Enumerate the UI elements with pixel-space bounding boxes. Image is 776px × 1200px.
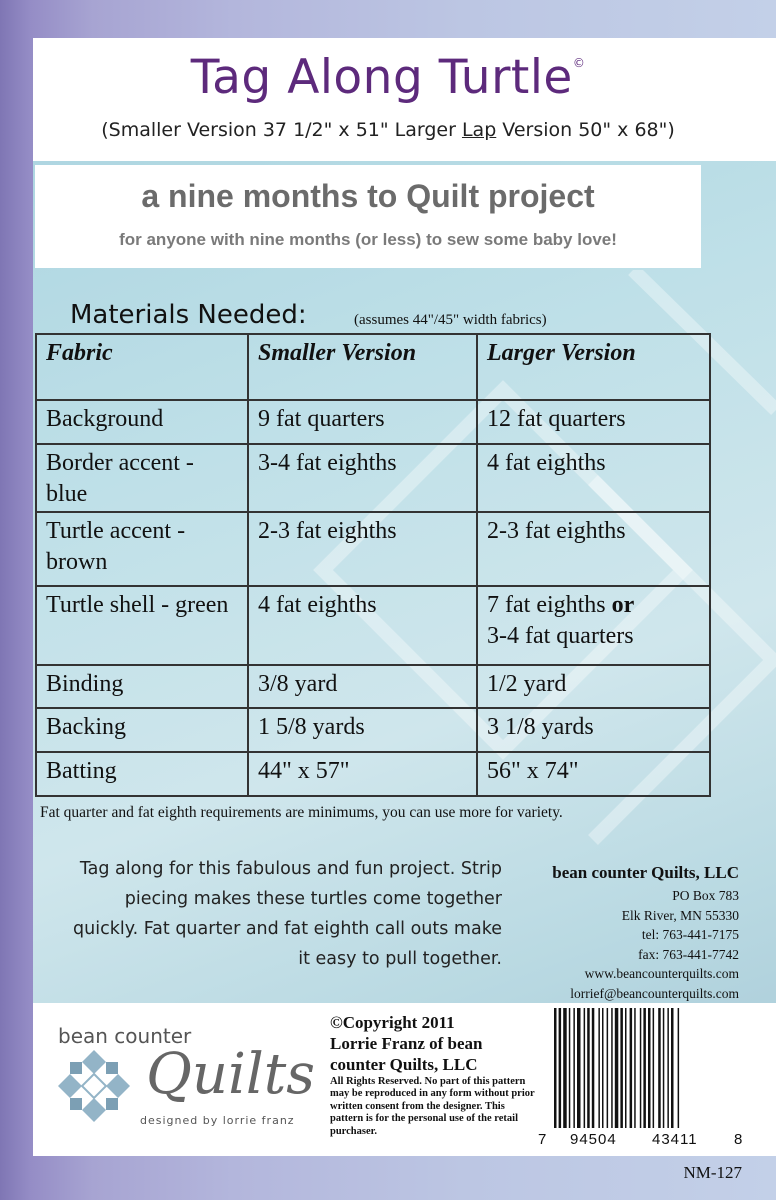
table-row bbox=[36, 708, 710, 752]
copyright-heading: ©Copyright 2011 Lorrie Franz of bean counter Quilts, LLC bbox=[330, 1013, 483, 1074]
smaller-cell: 3/8 yard bbox=[248, 665, 477, 708]
barcode-bar bbox=[640, 1008, 642, 1128]
barcode-bar bbox=[611, 1008, 613, 1128]
barcode-group-1: 94504 bbox=[570, 1131, 617, 1148]
copyright-rights: All Rights Reserved. No part of this pattern may be reproduced in any form without prior written consent from the designer. This pattern is for the personal use of the retail purchaser. bbox=[330, 1076, 535, 1137]
fabric-cell: Turtle accent - brown bbox=[36, 512, 248, 586]
table-row bbox=[36, 400, 710, 444]
barcode-bar bbox=[648, 1008, 651, 1128]
product-code: NM-127 bbox=[683, 1163, 742, 1182]
barcode-bar bbox=[598, 1008, 600, 1128]
barcode-right-digit: 8 bbox=[734, 1131, 743, 1148]
company-name: bean counter Quilts, LLC bbox=[552, 863, 739, 882]
quilt-block-logo-icon bbox=[56, 1048, 132, 1124]
barcode-bar bbox=[630, 1008, 633, 1128]
column-header-smaller: Smaller Version bbox=[248, 334, 477, 400]
table-row bbox=[36, 586, 710, 665]
barcode-bar bbox=[559, 1008, 562, 1128]
pattern-blurb: Tag along for this fabulous and fun project. Strip piecing makes these turtles come together quickly. Fat quarter and fat eighth call outs make it easy to pull together. bbox=[73, 859, 502, 969]
larger-cell: 3 1/8 yards bbox=[477, 708, 710, 752]
barcode-bar bbox=[615, 1008, 619, 1128]
smaller-cell: 4 fat eighths bbox=[248, 586, 477, 665]
tagline-heading: a nine months to Quilt project bbox=[141, 178, 595, 214]
fabric-cell: Batting bbox=[36, 752, 248, 796]
larger-cell: 4 fat eighths bbox=[477, 444, 710, 512]
company-contact bbox=[552, 860, 739, 1003]
logo-script: Quilts bbox=[146, 1042, 316, 1107]
barcode-left-digit: 7 bbox=[538, 1131, 547, 1148]
barcode-bar bbox=[554, 1008, 557, 1128]
larger-cell: 1/2 yard bbox=[477, 665, 710, 708]
barcode-bar bbox=[573, 1008, 575, 1128]
column-header-larger: Larger Version bbox=[477, 334, 710, 400]
logo-tagline: designed by lorrie franz bbox=[140, 1114, 295, 1127]
barcode-bar bbox=[667, 1008, 669, 1128]
size-subtitle: (Smaller Version 37 1/2" x 51" Larger Lap Version 50" x 68") bbox=[101, 119, 675, 141]
po-box: PO Box 783 bbox=[672, 888, 739, 903]
table-row bbox=[36, 444, 710, 512]
smaller-cell: 2-3 fat eighths bbox=[248, 512, 477, 586]
registered-mark: © bbox=[572, 56, 586, 70]
barcode-bar bbox=[658, 1008, 661, 1128]
tagline-subtext: for anyone with nine months (or less) to sew some baby love! bbox=[119, 230, 617, 249]
smaller-cell: 44" x 57" bbox=[248, 752, 477, 796]
barcode-bar bbox=[592, 1008, 595, 1128]
barcode-bar bbox=[663, 1008, 665, 1128]
barcode-bar bbox=[569, 1008, 571, 1128]
table-row bbox=[36, 512, 710, 586]
barcode-bar bbox=[671, 1008, 674, 1128]
barcode-bar bbox=[577, 1008, 581, 1128]
fabric-cell: Border accent - blue bbox=[36, 444, 248, 512]
fabric-cell: Background bbox=[36, 400, 248, 444]
larger-cell: 2-3 fat eighths bbox=[477, 512, 710, 586]
larger-cell: 7 fat eighths or 3-4 fat quarters bbox=[477, 586, 710, 665]
smaller-cell: 3-4 fat eighths bbox=[248, 444, 477, 512]
barcode-bar bbox=[620, 1008, 623, 1128]
logo-wordmark: bean counter bbox=[58, 1024, 192, 1048]
smaller-cell: 9 fat quarters bbox=[248, 400, 477, 444]
fabric-cell: Backing bbox=[36, 708, 248, 752]
materials-table bbox=[35, 333, 711, 797]
barcode-bar bbox=[678, 1008, 680, 1128]
barcode-bar bbox=[634, 1008, 636, 1128]
materials-title: Materials Needed: bbox=[70, 300, 307, 330]
email-link[interactable]: lorrief@beancounterquilts.com bbox=[570, 985, 739, 1001]
barcode-bar bbox=[643, 1008, 646, 1128]
website-link[interactable]: www.beancounterquilts.com bbox=[584, 966, 739, 981]
barcode-bar bbox=[584, 1008, 586, 1128]
fabric-cell: Binding bbox=[36, 665, 248, 708]
pattern-title: Tag Along Turtle© bbox=[190, 50, 586, 105]
larger-cell: 12 fat quarters bbox=[477, 400, 710, 444]
barcode-bar bbox=[587, 1008, 590, 1128]
barcode-bar bbox=[563, 1008, 567, 1128]
table-row bbox=[36, 665, 710, 708]
fax: fax: 763-441-7742 bbox=[638, 946, 739, 962]
materials-note: (assumes 44"/45" width fabrics) bbox=[354, 312, 547, 328]
column-header-fabric: Fabric bbox=[36, 334, 248, 400]
smaller-cell: 1 5/8 yards bbox=[248, 708, 477, 752]
barcode-bar bbox=[607, 1008, 609, 1128]
table-header-row bbox=[36, 334, 710, 400]
barcode-bar bbox=[625, 1008, 627, 1128]
larger-cell: 56" x 74" bbox=[477, 752, 710, 796]
barcode-bar bbox=[602, 1008, 604, 1128]
barcode-bar bbox=[653, 1008, 655, 1128]
phone: tel: 763-441-7175 bbox=[641, 927, 739, 942]
barcode-group-2: 43411 bbox=[652, 1131, 698, 1148]
upc-barcode bbox=[552, 1008, 742, 1136]
city-line: Elk River, MN 55330 bbox=[621, 907, 739, 923]
table-row bbox=[36, 752, 710, 796]
materials-footnote: Fat quarter and fat eighth requirements are minimums, you can use more for variety. bbox=[40, 804, 563, 821]
fabric-cell: Turtle shell - green bbox=[36, 586, 248, 665]
